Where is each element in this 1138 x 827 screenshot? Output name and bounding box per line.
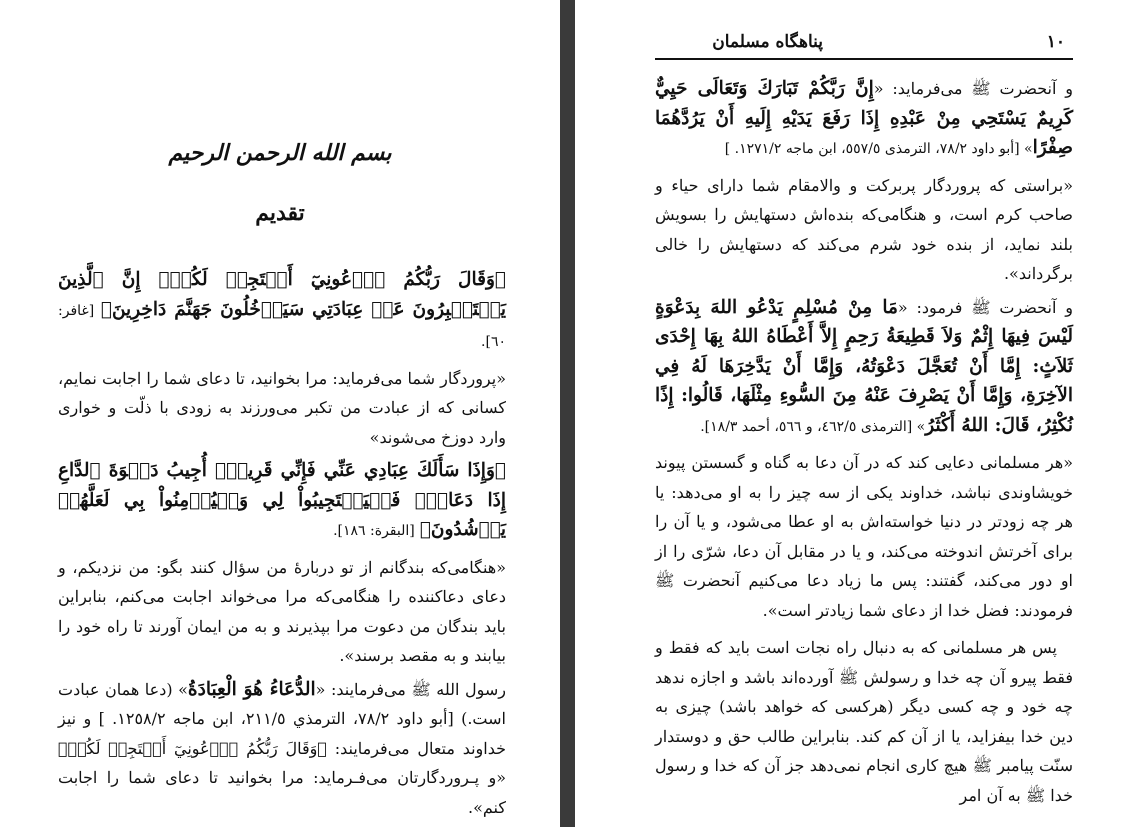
book-spine: [560, 0, 575, 827]
left-page: [0, 0, 560, 827]
hadith-reference: » [أبو داود ٧٨/٢، الترمذی ٥٥٧/٥، ابن ماجه ١٢٧١/٢. ]: [724, 141, 1033, 157]
hadith-continuation: » (دعا همان عبادت است.) [أبو داود ٧٨/٢، الترمذي ٢١١/٥، ابن ماجه ١٢٥٨/٢. ] و نیز خداوند متعال می‌فرمایند: ﴿وَقَالَ رَبُّكُمُ ٱدۡعُونِيٓ أَسۡتَجِبۡ لَكُمۡ﴾ «و پـروردگارتان می‌فـرماید: مرا بخوانید تا دعای شما را اجابت کنم».: [58, 679, 506, 817]
verse-reference: [غافر: ٦٠].: [58, 302, 506, 350]
translation-paragraph: «هنگامی‌که بندگانم از تو دربارۀ من سؤال کنند بگو: من نزدیکم، و دعای دعاکننده را هنگامی‌که مرا می‌خواند اجابت می‌کنم، بنابراین باید بندگان من دعوت مرا بپذیرند و به من ایمان آورند تا راه خود را بیابند و به مقصد برسند».: [58, 557, 507, 665]
hadith-intro: رسول الله ﷺ می‌فرمایند: «: [315, 679, 506, 699]
page-heading: تقديم: [255, 200, 305, 226]
hadith-reference: » [الترمذی ٤٦٢/٥، و ٥٦٦، أحمد ١٨/٣].: [700, 418, 926, 435]
verse-text: ﴿وَإِذَا سَأَلَكَ عِبَادِي عَنِّي فَإِنِّي قَرِيبٌۖ أُجِيبُ دَعۡوَةَ ٱلدَّاعِ إِذَا دَعَانِۖ فَلۡيَسۡتَجِيبُواْ لِي وَلۡيُؤۡمِنُواْ بِي لَعَلَّهُمۡ يَرۡشُدُونَ﴾: [58, 460, 506, 540]
right-page: [575, 0, 1138, 827]
quran-verse-1: [58, 265, 506, 358]
body-paragraph: پس هر مسلمانی که به دنبال راه نجات است باید که فقط و فقط پیرو آن چه خدا و رسولش ﷺ آورده‌اند باشد و اجازه ندهد چه خود و چه کسی دیگر (هرکسی که خواهد باشد) چیزی به دین خدا بیفزاید، یا از آن کم کند. بنابراین طالب حق و دوستدار سنّت پیامبر ﷺ هیچ کاری انجام نمی‌دهد جز آن که خدا و رسول خدا ﷺ به آن امر: [655, 638, 1073, 805]
page-number: ١٠: [1046, 32, 1065, 52]
translation-paragraph: «هر مسلمانی دعایی کند که در آن دعا به گناه و گسستن پیوند خویشاوندی نباشد، خداوند یکی از سه چیز را به او می‌دهد: یا هر چه زودتر در دنیا خواسته‌اش به او عطا می‌شود، و یا آن را برای آخرتش اندوخته می‌کند، و یا در مقابل آن دعا، شرّی را از او دور می‌کند، گفتند: پس ما زیاد دعا می‌کنیم آنحضرت ﷺ فرمودند: فضل خدا از دعای شما زیادتر است».: [655, 453, 1073, 620]
running-header: [655, 28, 1073, 60]
hadith-intro: و آنحضرت ﷺ فرمود: «: [897, 297, 1073, 317]
hadith-text: الدُّعَاءُ هُوَ الْعِبَادَةُ: [187, 678, 316, 700]
verse-text: ﴿وَقَالَ رَبُّكُمُ ٱدۡعُونِيٓ أَسۡتَجِبۡ لَكُمۡۚ إِنَّ ٱلَّذِينَ يَسۡتَكۡبِرُونَ عَنۡ عِبَادَتِي سَيَدۡخُلُونَ جَهَنَّمَ دَاخِرِينَ﴾: [58, 269, 506, 320]
right-column: [655, 74, 1073, 810]
left-column: [58, 265, 506, 822]
hadith-paragraph: [58, 675, 506, 823]
hadith-text: مَا مِنْ مُسْلِمٍ يَدْعُو اللهَ بِدَعْوَةٍ لَيْسَ فِيهَا إِثْمٌ وَلاَ قَطِيعَةُ رَحِمٍ إِلاَّ أَعْطَاهُ اللهُ بِهَا إِحْدَى ثَلاَثٍ: إِمَّا أَنْ تُعَجَّلَ دَعْوَتُهُ، وَإِمَّا أَنْ يَدَّخِرَهَا لَهُ فِي الآخِرَةِ، وَإِمَّا أَنْ يَصْرِفَ عَنْهُ مِنَ السُّوءِ مِثْلَهَا، قَالُوا: إِذًا نُكْثِرُ، قَالَ: اللهُ أَكْثَرُ: [655, 296, 1073, 436]
quran-verse-2: [58, 456, 506, 547]
hadith-paragraph: [655, 293, 1073, 443]
running-title: پناهگاه مسلمان: [712, 32, 823, 52]
hadith-paragraph: [655, 74, 1073, 165]
translation-paragraph: «پروردگار شما می‌فرماید: مرا بخوانید، تا دعای شما را اجابت نمایم، کسانی که از عبادت من تکبر می‌ورزند به زودی با ذلّت و خواری وارد دوزخ می‌شوند»: [58, 368, 506, 447]
translation-paragraph: «براستی که پروردگار پربرکت و والامقام شما دارای حیاء و صاحب کرم است، و هنگامی‌که بنده‌اش دستهایش را بسویش بلند نماید، از بنده خود شرم می‌کند که دستهایش را خالی برگرداند».: [655, 175, 1073, 283]
hadith-intro: و آنحضرت ﷺ می‌فرماید: «: [873, 79, 1073, 98]
verse-reference: [البقرة: ١٨٦].: [333, 523, 415, 539]
hadith-text: إِنَّ رَبَّكُمْ تَبَارَكَ وَتَعَالَى حَيِيٌّ كَرِيمٌ يَسْتَحِي مِنْ عَبْدِهِ إِذَا رَفَعَ يَدَيْهِ إِلَيهِ أَنْ يَرُدَّهُمَا صِفْرًا: [655, 78, 1073, 158]
basmala: بسم الله الرحمن الرحيم: [168, 140, 392, 166]
